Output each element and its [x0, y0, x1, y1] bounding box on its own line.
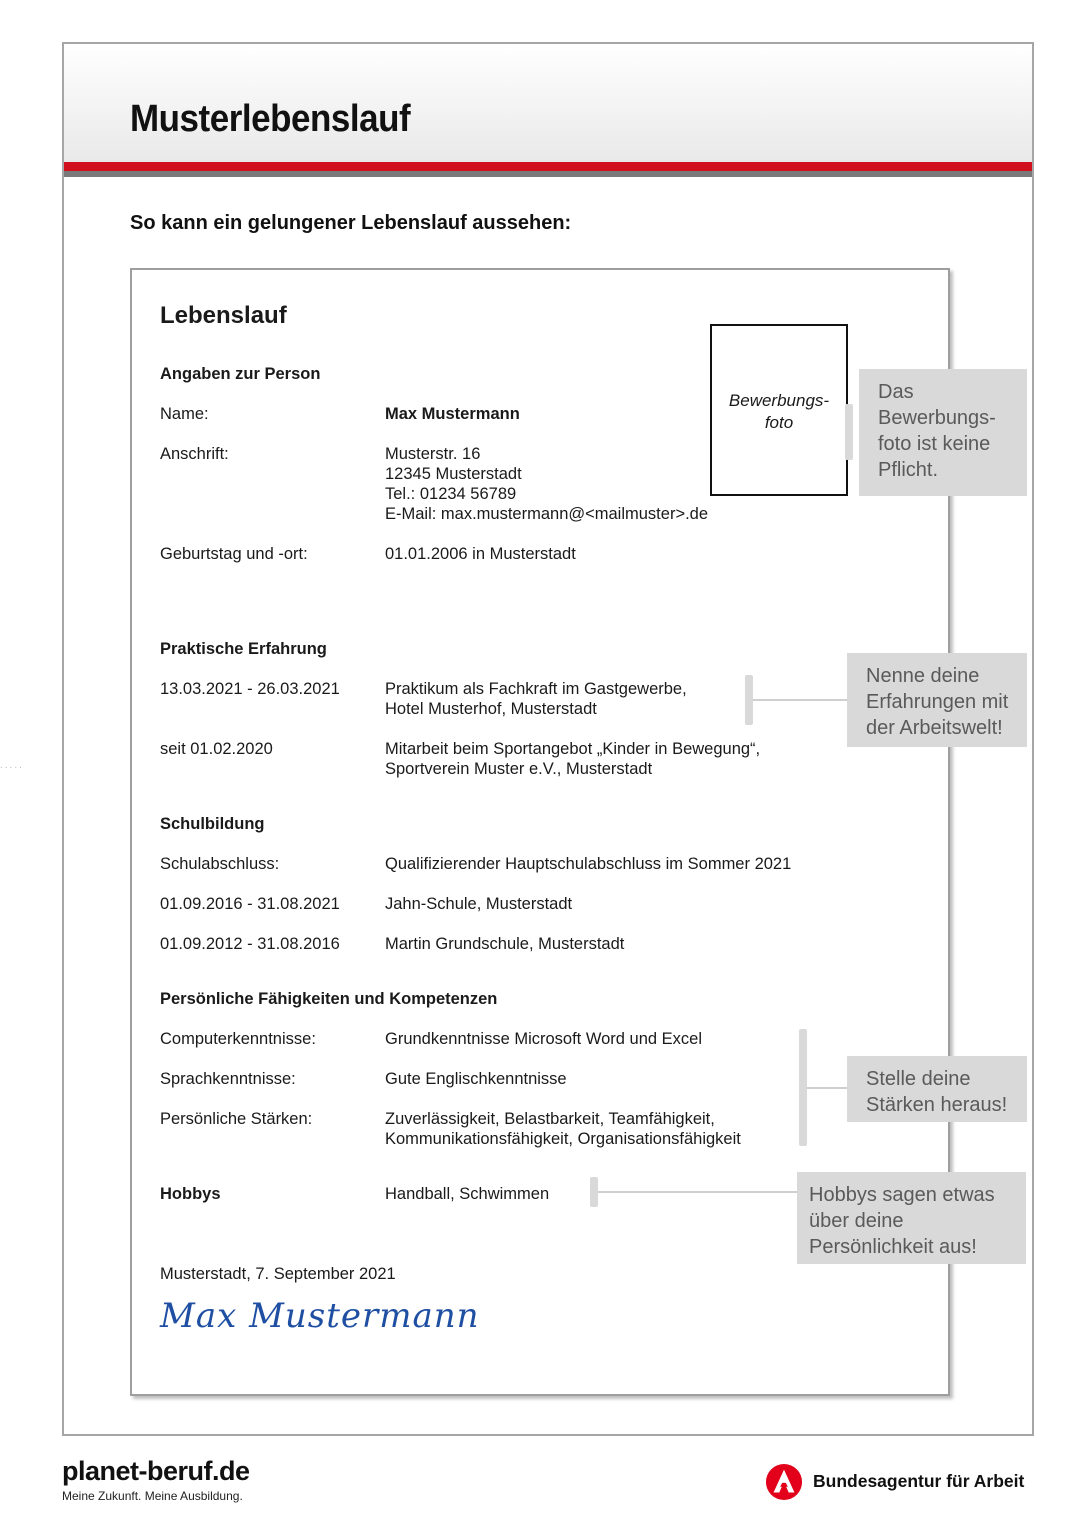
- address-line: Musterstr. 16: [385, 445, 481, 463]
- accent-red-bar: [64, 162, 1032, 171]
- skill-value: Gute Englischkenntnisse: [385, 1070, 567, 1088]
- callout-line-experience: [753, 699, 848, 701]
- signature: Max Mustermann: [160, 1296, 480, 1336]
- school-label: 01.09.2016 - 31.08.2021: [160, 895, 340, 913]
- experience-line: Sportverein Muster e.V., Musterstadt: [385, 760, 653, 778]
- section-school: Schulbildung: [160, 815, 265, 833]
- callout-photo: Das Bewerbungs-foto ist keine Pflicht.: [859, 369, 1027, 496]
- photo-label-line-2: foto: [764, 413, 794, 432]
- callout-bracket-photo: [845, 404, 853, 460]
- margin-dots: .....: [0, 760, 24, 771]
- callout-bracket-skills: [799, 1029, 807, 1146]
- birth-label: Geburtstag und -ort:: [160, 545, 308, 563]
- skill-label: Persönliche Stärken:: [160, 1110, 313, 1128]
- address-line: E-Mail: max.mustermann@<mailmuster>.de: [385, 505, 709, 523]
- bundesagentur-logo-icon: [765, 1463, 803, 1501]
- cv-heading: Lebenslauf: [160, 302, 287, 329]
- place-date: Musterstadt, 7. September 2021: [160, 1265, 396, 1283]
- name-value: Max Mustermann: [385, 405, 520, 423]
- skill-value: Kommunikationsfähigkeit, Organisationsfähigkeit: [385, 1130, 741, 1148]
- section-skills: Persönliche Fähigkeiten und Kompetenzen: [160, 990, 498, 1008]
- callout-skills: Stelle deine Stärken heraus!: [847, 1056, 1027, 1122]
- accent-grey-bar: [64, 171, 1032, 177]
- address-label: Anschrift:: [160, 445, 229, 463]
- section-experience: Praktische Erfahrung: [160, 640, 327, 658]
- experience-line: Mitarbeit beim Sportangebot „Kinder in Bewegung“,: [385, 740, 761, 758]
- experience-line: Praktikum als Fachkraft im Gastgewerbe,: [385, 680, 687, 698]
- school-value: Qualifizierender Hauptschulabschluss im Sommer 2021: [385, 855, 792, 873]
- school-value: Martin Grundschule, Musterstadt: [385, 935, 625, 953]
- callout-bracket-experience: [745, 675, 753, 725]
- address-line: 12345 Musterstadt: [385, 465, 522, 483]
- photo-label: [712, 390, 846, 434]
- birth-value: 01.01.2006 in Musterstadt: [385, 545, 576, 563]
- planet-beruf-tagline: Meine Zukunft. Meine Ausbildung.: [62, 1489, 243, 1503]
- page-subtitle: So kann ein gelungener Lebenslauf aussehen:: [130, 212, 572, 234]
- page-title: Musterlebenslauf: [130, 98, 411, 140]
- photo-placeholder: [710, 324, 848, 496]
- callout-hobbies: Hobbys sagen etwas über deine Persönlichkeit aus!: [797, 1172, 1026, 1264]
- experience-line: Hotel Musterhof, Musterstadt: [385, 700, 597, 718]
- callout-line-skills: [807, 1087, 848, 1089]
- callout-experience: Nenne deine Erfahrungen mit der Arbeitswelt!: [847, 653, 1027, 747]
- school-label: 01.09.2012 - 31.08.2016: [160, 935, 340, 953]
- planet-beruf-logo: planet-beruf.de: [62, 1456, 250, 1486]
- name-label: Name:: [160, 405, 209, 423]
- bundesagentur-name: Bundesagentur für Arbeit: [813, 1471, 1025, 1491]
- skill-value: Zuverlässigkeit, Belastbarkeit, Teamfähigkeit,: [385, 1110, 715, 1128]
- skill-label: Sprachkenntnisse:: [160, 1070, 296, 1088]
- experience-date: seit 01.02.2020: [160, 740, 273, 758]
- photo-label-line-1: Bewerbungs-: [728, 391, 830, 410]
- hobbies-label: Hobbys: [160, 1185, 221, 1203]
- school-label: Schulabschluss:: [160, 855, 280, 873]
- hobbies-value: Handball, Schwimmen: [385, 1185, 550, 1203]
- school-value: Jahn-Schule, Musterstadt: [385, 895, 573, 913]
- header-band: [64, 44, 1032, 162]
- section-person: Angaben zur Person: [160, 365, 321, 383]
- callout-line-hobbies: [598, 1191, 798, 1193]
- experience-date: 13.03.2021 - 26.03.2021: [160, 680, 340, 698]
- skill-value: Grundkenntnisse Microsoft Word und Excel: [385, 1030, 703, 1048]
- skill-label: Computerkenntnisse:: [160, 1030, 316, 1048]
- address-line: Tel.: 01234 56789: [385, 485, 517, 503]
- callout-bracket-hobbies: [590, 1177, 598, 1207]
